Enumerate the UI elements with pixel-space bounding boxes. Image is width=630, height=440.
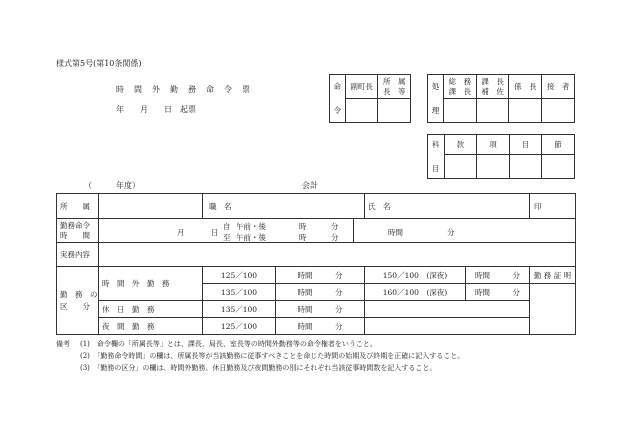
rate-135-overtime: 135／100 bbox=[203, 284, 276, 301]
processing-label: 処 理 bbox=[428, 75, 444, 123]
to-label: 至 bbox=[223, 233, 231, 242]
budget-label: 科 目 bbox=[428, 135, 445, 179]
assistant-stamp[interactable] bbox=[476, 99, 509, 123]
hours-overtime-160[interactable]: 時間 分 bbox=[466, 284, 530, 301]
overtime-order-table bbox=[56, 193, 576, 335]
affiliation-label: 所 属 bbox=[57, 194, 99, 219]
category-label: 勤 務 の 区 分 bbox=[57, 267, 99, 335]
position-label: 職 名 bbox=[203, 194, 276, 219]
account-label: 会計 bbox=[302, 181, 318, 190]
overtime-label: 時 間 外 勤 務 bbox=[99, 267, 203, 301]
work-content-label: 実務内容 bbox=[57, 243, 99, 267]
handler-stamp[interactable] bbox=[542, 99, 575, 123]
chief-stamp[interactable] bbox=[509, 99, 542, 123]
kan-header: 款 bbox=[444, 135, 477, 155]
setsu-field[interactable] bbox=[542, 155, 575, 179]
hours-holiday[interactable]: 時間 分 bbox=[276, 301, 365, 318]
kan-field[interactable] bbox=[444, 155, 477, 179]
fiscal-year: （ 年度） bbox=[84, 181, 140, 190]
kou-field[interactable] bbox=[477, 155, 510, 179]
dept-head-stamp[interactable] bbox=[378, 99, 411, 123]
rate-135-holiday: 135／100 bbox=[203, 301, 276, 318]
ampm-to: 午前・後 bbox=[236, 233, 266, 242]
hours-overtime-150[interactable]: 時間 分 bbox=[466, 267, 530, 284]
chief-header: 係 長 bbox=[509, 75, 542, 99]
certification-field[interactable] bbox=[530, 284, 576, 335]
note-1: (1) 命令欄の「所属長等」とは、課長、局長、室長等の時間外勤務等の命令権者をいうこと。 bbox=[80, 340, 377, 348]
form-title: 時 間 外 勤 務 命 令 票 bbox=[116, 85, 251, 94]
total-time-field[interactable] bbox=[354, 219, 576, 243]
minute-from: 分 bbox=[331, 222, 339, 231]
hours-night[interactable]: 時間 分 bbox=[276, 318, 365, 335]
work-content-field[interactable] bbox=[99, 243, 576, 267]
note-3: (3) 「勤務の区分」の欄は、時間外勤務、休日勤務及び夜間勤務の別にそれぞれ当該従事時間数を記入すること。 bbox=[80, 364, 437, 372]
seal-field[interactable]: 印 bbox=[530, 194, 576, 219]
name-field[interactable] bbox=[466, 194, 530, 219]
processing-stamp-box bbox=[427, 74, 575, 123]
assistant-header: 課 長 補 佐 bbox=[476, 75, 509, 99]
setsu-header: 節 bbox=[542, 135, 575, 155]
night-blank bbox=[365, 318, 530, 335]
certification-label: 勤 務 証 明 bbox=[530, 267, 576, 284]
from-label: 自 bbox=[223, 222, 231, 231]
note-2: (2) 「勤務命令時間」の欄は、所属長等が当該勤務に従事すべきことを命じた時間の始期及び終期を正確に記入すること。 bbox=[80, 352, 465, 360]
position-field[interactable] bbox=[276, 194, 365, 219]
holiday-label: 休 日 勤 務 bbox=[99, 301, 203, 318]
minute-to: 分 bbox=[331, 233, 339, 242]
ampm-from: 午前・後 bbox=[236, 222, 266, 231]
total-hours-label: 時間 bbox=[388, 228, 403, 237]
rate-150-night: 150／100 (深夜) bbox=[365, 267, 466, 284]
month-label: 月 bbox=[177, 228, 185, 237]
issue-date: 年 月 日 起票 bbox=[116, 105, 196, 114]
notes-lead: 備考 bbox=[56, 340, 70, 348]
moku-header: 目 bbox=[509, 135, 542, 155]
total-minutes-label: 分 bbox=[447, 228, 455, 237]
affiliation-field[interactable] bbox=[99, 194, 203, 219]
order-time-field[interactable] bbox=[99, 219, 354, 243]
moku-field[interactable] bbox=[509, 155, 542, 179]
name-label: 氏 名 bbox=[365, 194, 466, 219]
holiday-blank bbox=[365, 301, 530, 318]
hour-from: 時 bbox=[299, 222, 307, 231]
order-label: 命 令 bbox=[330, 75, 346, 123]
rate-125-overtime: 125／100 bbox=[203, 267, 276, 284]
kou-header: 項 bbox=[477, 135, 510, 155]
general-affairs-header: 総 務 課 長 bbox=[443, 75, 476, 99]
day-label: 日 bbox=[211, 228, 219, 237]
general-affairs-stamp[interactable] bbox=[443, 99, 476, 123]
order-stamp-box bbox=[329, 74, 411, 123]
form-number: 様式第5号(第10条関係) bbox=[56, 59, 142, 68]
rate-125-night: 125／100 bbox=[203, 318, 276, 335]
night-label: 夜 間 勤 務 bbox=[99, 318, 203, 335]
hours-overtime-125[interactable]: 時間 分 bbox=[276, 267, 365, 284]
hours-overtime-135[interactable]: 時間 分 bbox=[276, 284, 365, 301]
budget-item-box bbox=[427, 134, 575, 179]
order-time-label: 勤務命令 時 間 bbox=[57, 219, 99, 243]
deputy-mayor-header: 副町長 bbox=[345, 75, 378, 99]
rate-160-night: 160／100 (深夜) bbox=[365, 284, 466, 301]
handler-header: 接 者 bbox=[542, 75, 575, 99]
deputy-mayor-stamp[interactable] bbox=[345, 99, 378, 123]
hour-to: 時 bbox=[299, 233, 307, 242]
dept-head-header: 所 属 長 等 bbox=[378, 75, 411, 99]
